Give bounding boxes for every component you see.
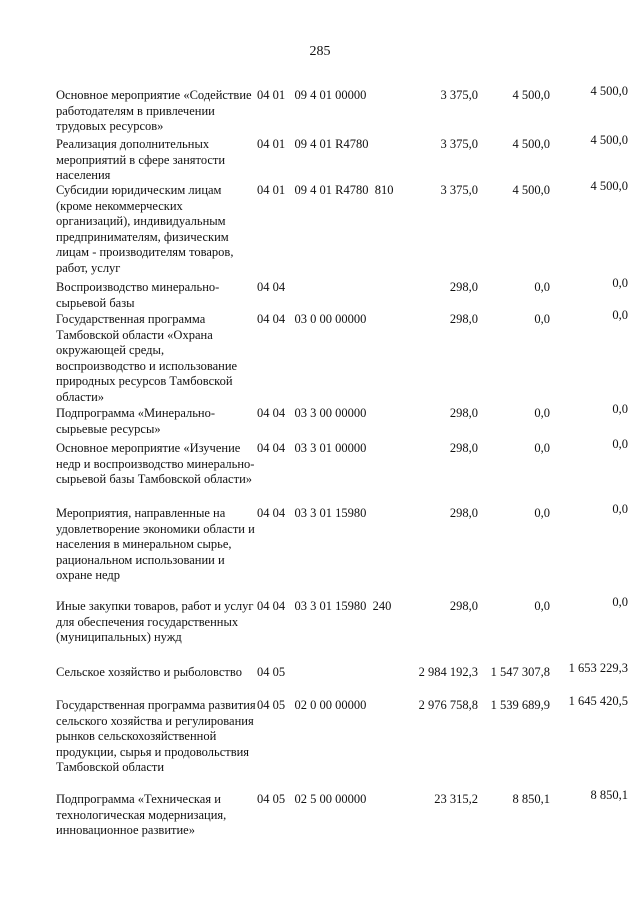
row-codes: 04 04 03 0 00 00000	[257, 312, 367, 326]
row-name: Государственная программа развития сельского хозяйства и регулирования рынков сельскохозяйственной продукции, сырья и продовольствия Тамбовской области	[56, 698, 256, 775]
row-name: Государственная программа Тамбовской области «Охрана окружающей среды, воспроизводство и использование природных ресурсов Тамбовской области»	[56, 312, 238, 404]
row-value-3: 0,0	[612, 308, 628, 322]
row-name: Подпрограмма «Минерально-сырьевые ресурсы»	[56, 406, 216, 436]
row-codes: 04 05	[257, 665, 286, 679]
row-value-3: 8 850,1	[590, 788, 628, 802]
row-name: Мероприятия, направленные на удовлетворение экономики области и населения в минеральном сырье, рациональном использовании и охране недр	[56, 506, 255, 583]
row-value-2: 4 500,0	[512, 183, 550, 197]
row-value-2: 0,0	[534, 441, 550, 455]
row-value-2: 0,0	[534, 280, 550, 294]
row-value-1: 3 375,0	[440, 88, 478, 102]
row-value-3: 0,0	[612, 402, 628, 416]
row-name: Воспроизводство минерально-сырьевой базы	[56, 280, 220, 310]
row-value-1: 298,0	[449, 312, 478, 326]
row-value-3: 4 500,0	[590, 84, 628, 98]
row-value-3: 0,0	[612, 437, 628, 451]
row-codes: 04 04 03 3 01 00000	[257, 441, 367, 455]
row-name: Сельское хозяйство и рыболовство	[56, 665, 242, 679]
row-value-3: 1 645 420,5	[568, 694, 628, 708]
row-value-2: 1 547 307,8	[490, 665, 550, 679]
row-value-2: 4 500,0	[512, 137, 550, 151]
row-name: Субсидии юридическим лицам (кроме некоммерческих организаций), индивидуальным предпринимателям, физическим лицам - производителям товаров, работ, услуг	[56, 183, 234, 275]
row-value-2: 0,0	[534, 312, 550, 326]
row-value-2: 4 500,0	[512, 88, 550, 102]
row-name: Основное мероприятие «Содействие работодателям в привлечении трудовых ресурсов»	[56, 88, 252, 134]
row-value-3: 0,0	[612, 276, 628, 290]
row-value-3: 4 500,0	[590, 179, 628, 193]
row-codes: 04 01 09 4 01 R4780 810	[257, 183, 394, 197]
row-value-2: 0,0	[534, 599, 550, 613]
row-value-1: 298,0	[449, 506, 478, 520]
row-value-2: 0,0	[534, 406, 550, 420]
page-number: 285	[309, 44, 331, 59]
row-codes: 04 05 02 5 00 00000	[257, 792, 367, 806]
row-value-1: 3 375,0	[440, 183, 478, 197]
row-name: Иные закупки товаров, работ и услуг для обеспечения государственных (муниципальных) нужд	[56, 599, 254, 645]
row-value-3: 4 500,0	[590, 133, 628, 147]
row-value-3: 1 653 229,3	[568, 661, 628, 675]
row-name: Основное мероприятие «Изучение недр и воспроизводство минерально-сырьевой базы Тамбовской области»	[56, 441, 255, 487]
row-value-1: 298,0	[449, 280, 478, 294]
row-codes: 04 01 09 4 01 00000	[257, 88, 367, 102]
row-codes: 04 04 03 3 01 15980	[257, 506, 367, 520]
row-value-1: 3 375,0	[440, 137, 478, 151]
row-codes: 04 05 02 0 00 00000	[257, 698, 367, 712]
row-value-1: 23 315,2	[434, 792, 478, 806]
row-value-2: 0,0	[534, 506, 550, 520]
row-value-1: 298,0	[449, 406, 478, 420]
row-codes: 04 04	[257, 280, 286, 294]
row-name: Реализация дополнительных мероприятий в сфере занятости населения	[56, 137, 226, 183]
row-value-1: 298,0	[449, 441, 478, 455]
row-value-2: 8 850,1	[512, 792, 550, 806]
row-value-2: 1 539 689,9	[490, 698, 550, 712]
row-value-1: 2 984 192,3	[418, 665, 478, 679]
row-value-1: 298,0	[449, 599, 478, 613]
row-codes: 04 04 03 3 01 15980 240	[257, 599, 392, 613]
row-name: Подпрограмма «Техническая и технологическая модернизация, инновационное развитие»	[56, 792, 227, 838]
row-codes: 04 04 03 3 00 00000	[257, 406, 367, 420]
row-value-1: 2 976 758,8	[418, 698, 478, 712]
row-value-3: 0,0	[612, 502, 628, 516]
row-codes: 04 01 09 4 01 R4780	[257, 137, 369, 151]
row-value-3: 0,0	[612, 595, 628, 609]
